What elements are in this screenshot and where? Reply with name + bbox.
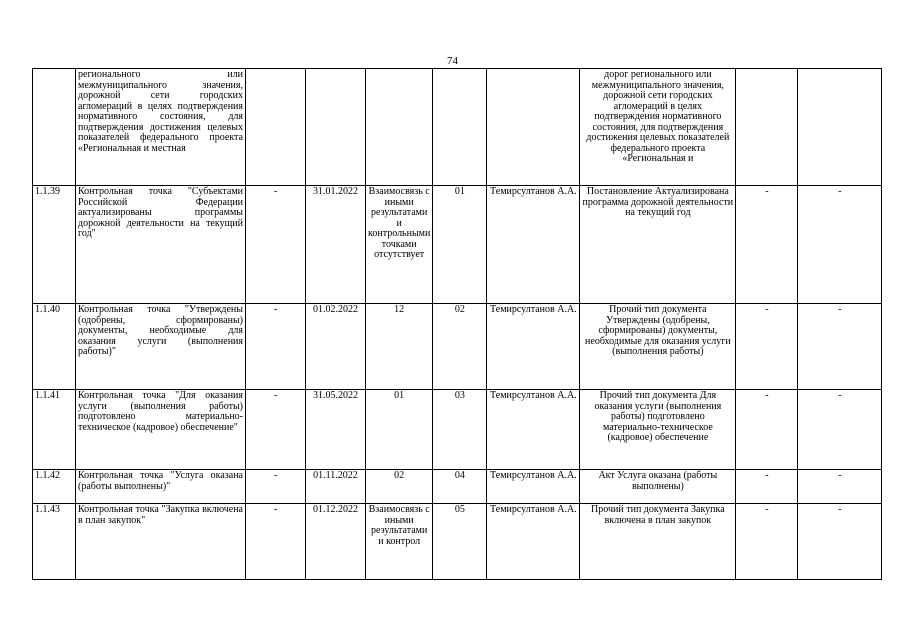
table-row	[33, 470, 882, 504]
extra-column-1: -	[736, 470, 798, 504]
row-number: 1.1.39	[33, 186, 76, 304]
extra-column-2: -	[798, 470, 882, 504]
code: 05	[433, 504, 487, 580]
responsible-person: Темирсултанов А.А.	[487, 304, 580, 390]
due-date: 31.05.2022	[306, 390, 366, 470]
code: 04	[433, 470, 487, 504]
confirming-document: Постановление Актуализирована программа дорожной деятельности на текущий год	[580, 186, 736, 304]
responsible-person: Темирсултанов А.А.	[487, 470, 580, 504]
control-point-name: Контрольная точка "Закупка включена в план закупок"	[76, 504, 246, 580]
extra-column-2: -	[798, 390, 882, 470]
extra-column-2: -	[798, 304, 882, 390]
control-point-name: Контрольная точка "Субъектами Российской Федерации актуализированы программы дорожной деятельности на текущий год"	[76, 186, 246, 304]
due-date: 01.12.2022	[306, 504, 366, 580]
link-to-results: Взаимосвязь с иными результатами и контрольными точками отсутствует	[366, 186, 433, 304]
extra-column-1: -	[736, 186, 798, 304]
responsible-person: Темирсултанов А.А.	[487, 504, 580, 580]
row-number: 1.1.41	[33, 390, 76, 470]
base-value: -	[246, 390, 306, 470]
control-points-table	[32, 68, 882, 580]
code: 01	[433, 186, 487, 304]
continuation-name: регионального или межмуниципального значения, дорожной сети городских агломераций в целях подтверждения нормативного состояния, для подтверждения достижения целевых показателей федерального проекта «Региональная и местная	[78, 70, 243, 154]
link-to-results: 01	[366, 390, 433, 470]
row-number: 1.1.40	[33, 304, 76, 390]
due-date: 31.01.2022	[306, 186, 366, 304]
code: 03	[433, 390, 487, 470]
extra-column-2: -	[798, 504, 882, 580]
table-row	[33, 390, 882, 470]
extra-column-1: -	[736, 304, 798, 390]
responsible-person: Темирсултанов А.А.	[487, 390, 580, 470]
table-row	[33, 504, 882, 580]
table-row	[33, 186, 882, 304]
control-point-name: Контрольная точка "Утверждены (одобрены, сформированы) документы, необходимые для оказания услуги (выполнения работы)"	[76, 304, 246, 390]
base-value: -	[246, 470, 306, 504]
link-to-results: 12	[366, 304, 433, 390]
extra-column-1: -	[736, 390, 798, 470]
continuation-document: дорог регионального или межмуниципального значения, дорожной сети городских агломераций в целях подтверждения нормативного состояния, для подтверждения достижения целевых показателей федерального проекта «Региональная и	[586, 70, 730, 164]
confirming-document: Акт Услуга оказана (работы выполнены)	[580, 470, 736, 504]
row-number: 1.1.43	[33, 504, 76, 580]
confirming-document: Прочий тип документа Закупка включена в план закупок	[580, 504, 736, 580]
confirming-document: Прочий тип документа Для оказания услуги (выполнения работы) подготовлено материально-техническое (кадровое) обеспечение	[580, 390, 736, 470]
table-row-continuation	[33, 69, 882, 186]
control-point-name: Контрольная точка "Для оказания услуги (выполнения работы) подготовлено материально-техническое (кадровое) обеспечение"	[76, 390, 246, 470]
base-value: -	[246, 304, 306, 390]
link-to-results: Взаимосвязь с иными результатами и контрол	[366, 504, 433, 580]
extra-column-1: -	[736, 504, 798, 580]
base-value: -	[246, 186, 306, 304]
link-to-results: 02	[366, 470, 433, 504]
code: 02	[433, 304, 487, 390]
due-date: 01.11.2022	[306, 470, 366, 504]
extra-column-2: -	[798, 186, 882, 304]
base-value: -	[246, 504, 306, 580]
due-date: 01.02.2022	[306, 304, 366, 390]
control-point-name: Контрольная точка "Услуга оказана (работы выполнены)"	[76, 470, 246, 504]
row-number: 1.1.42	[33, 470, 76, 504]
responsible-person: Темирсултанов А.А.	[487, 186, 580, 304]
page-number: 74	[447, 55, 458, 67]
table-row	[33, 304, 882, 390]
confirming-document: Прочий тип документа Утверждены (одобрены, сформированы) документы, необходимые для оказания услуги (выполнения работы)	[580, 304, 736, 390]
